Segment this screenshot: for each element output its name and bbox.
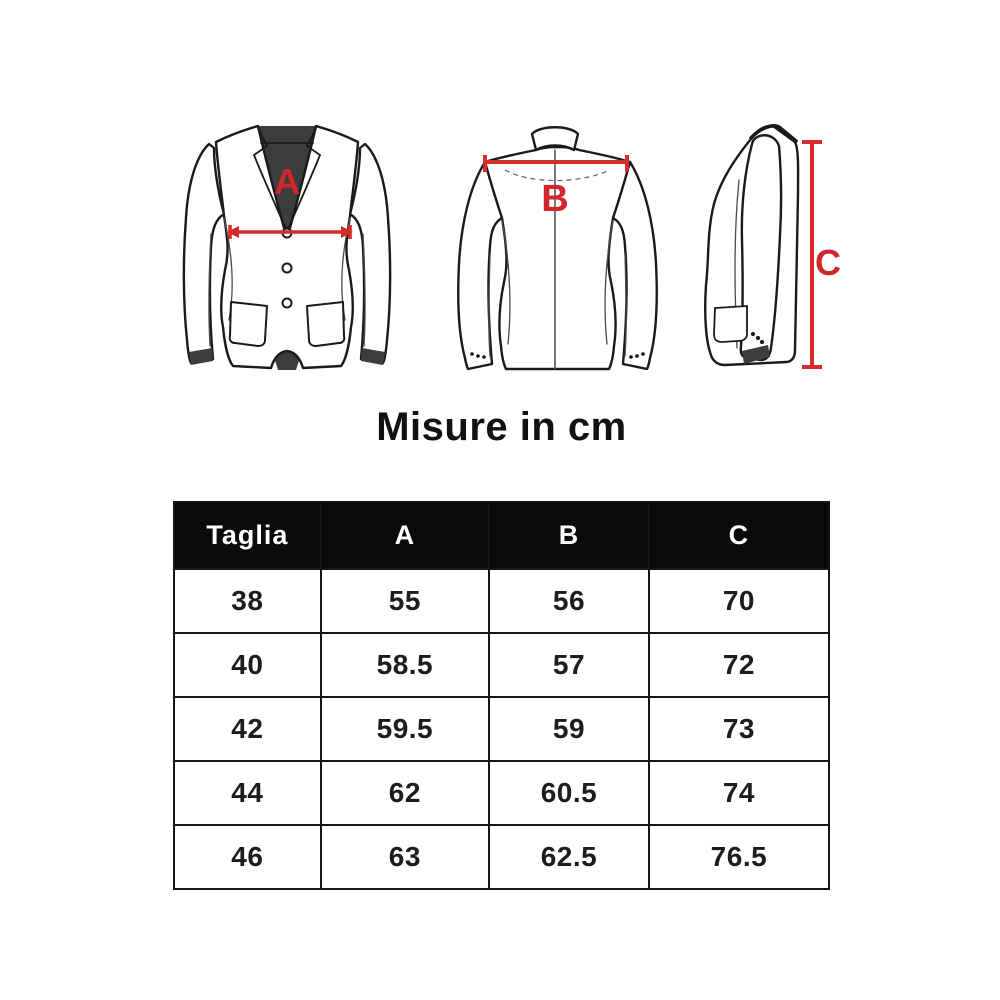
table-row <box>174 761 829 825</box>
cell-b: 56 <box>489 569 649 633</box>
table-row <box>174 569 829 633</box>
measure-label-c: C <box>815 242 841 283</box>
front-jacket-drawing <box>178 122 396 374</box>
cell-c: 73 <box>649 697 829 761</box>
cell-a: 55 <box>321 569 489 633</box>
right-pocket <box>307 302 344 346</box>
col-header-b: B <box>489 502 649 569</box>
cell-taglia: 44 <box>174 761 321 825</box>
measure-label-b: B <box>541 178 569 220</box>
page-title: Misure in cm <box>376 405 627 449</box>
left-pocket <box>230 302 267 346</box>
measure-label-a: A <box>274 161 300 202</box>
back-view-diagram <box>450 124 665 374</box>
back-jacket-drawing <box>450 124 665 374</box>
button-3 <box>283 299 292 308</box>
cell-b: 62.5 <box>489 825 649 889</box>
cell-b: 57 <box>489 633 649 697</box>
cell-c: 72 <box>649 633 829 697</box>
collar <box>532 127 578 150</box>
cell-b: 59 <box>489 697 649 761</box>
right-sleeve <box>350 144 390 363</box>
table-row <box>174 633 829 697</box>
cell-taglia: 38 <box>174 569 321 633</box>
size-table <box>173 501 830 890</box>
side-jacket-drawing <box>695 120 845 375</box>
cell-taglia: 40 <box>174 633 321 697</box>
table-row <box>174 697 829 761</box>
cell-a: 63 <box>321 825 489 889</box>
front-view-diagram <box>178 122 396 374</box>
side-view-diagram <box>695 120 845 375</box>
cell-taglia: 42 <box>174 697 321 761</box>
cell-c: 74 <box>649 761 829 825</box>
col-header-c: C <box>649 502 829 569</box>
side-pocket <box>714 306 747 342</box>
cell-a: 58.5 <box>321 633 489 697</box>
cell-a: 62 <box>321 761 489 825</box>
left-sleeve <box>184 144 224 363</box>
cell-c: 76.5 <box>649 825 829 889</box>
cell-a: 59.5 <box>321 697 489 761</box>
cell-taglia: 46 <box>174 825 321 889</box>
col-header-a: A <box>321 502 489 569</box>
col-header-taglia: Taglia <box>174 502 321 569</box>
table-header-row <box>174 502 829 569</box>
button-2 <box>283 264 292 273</box>
cell-b: 60.5 <box>489 761 649 825</box>
table-row <box>174 825 829 889</box>
cell-c: 70 <box>649 569 829 633</box>
